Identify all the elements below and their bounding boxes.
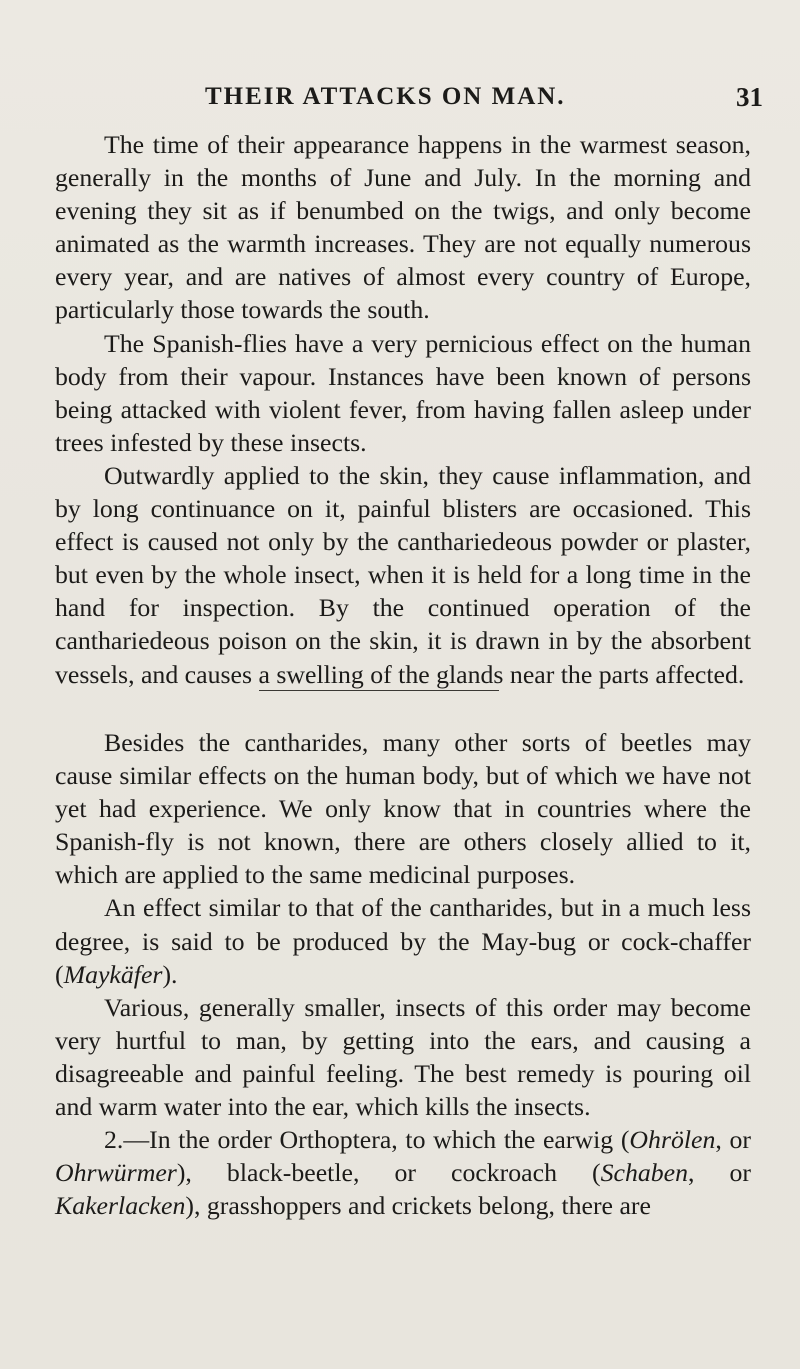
paragraph-spanish-flies-vapour: The Spanish-flies have a very pernicious effect on the human body from their vapour. Instances have been known of persons being attacked with violent fever, from having fallen asleep under trees infested by these insects. xyxy=(55,328,751,457)
running-head-title: THEIR ATTACKS ON MAN. xyxy=(205,83,566,110)
cockroach-german-term-2: Kakerlacken xyxy=(55,1191,186,1221)
orthoptera-text-mid-1: , or xyxy=(715,1125,751,1155)
paragraph-ear-insects: Various, generally smaller, insects of this order may become very hurtful to man, by getting into the ears, and causing a disagreeable and painful feeling. The best remedy is pouring oil and warm water into the ear, which kills the insects. xyxy=(55,992,751,1122)
orthoptera-text-mid-3: , or xyxy=(688,1158,751,1188)
paragraph-appearance-season: The time of their appearance happens in the warmest season, generally in the months of June and July. In the morning and evening they sit as if benumbed on the twigs, and only become animated as the warmth increases. They are not equally numerous every year, and are natives of almost every country of Europe, particularly those towards the south. xyxy=(55,130,751,325)
section-divider-rule xyxy=(259,690,499,691)
paragraph-other-beetles: Besides the cantharides, many other sorts of beetles may cause similar effects on the human body, but of which we have not yet had experience. We only know that in countries where the Spanish-fly is not known, there are others closely allied to it, which are applied to the same medicinal purposes. xyxy=(55,728,751,890)
earwig-german-term-2: Ohrwürmer xyxy=(55,1158,177,1188)
orthoptera-text-end: ), grasshoppers and crickets belong, there are xyxy=(185,1191,651,1221)
paragraph-may-bug xyxy=(55,891,751,990)
paragraph-orthoptera xyxy=(55,1123,751,1222)
may-bug-german-term: Maykäfer xyxy=(63,959,163,989)
orthoptera-text-start: 2.—In the order Orthoptera, to which the earwig ( xyxy=(104,1125,630,1155)
may-bug-text-start: An effect similar to that of the cantharides, but in a much less degree, is said to be produced by the May-bug or cock-chaffer ( xyxy=(55,893,751,989)
earwig-german-term-1: Ohrölen xyxy=(629,1125,716,1155)
page-number: 31 xyxy=(736,82,763,112)
may-bug-text-end: ). xyxy=(162,959,178,989)
orthoptera-text-mid-2: ), black-beetle, or cockroach ( xyxy=(176,1158,601,1188)
text-block-lower xyxy=(55,726,751,1222)
text-block-upper xyxy=(55,128,751,691)
running-head xyxy=(0,79,800,119)
paragraph-outward-application: Outwardly applied to the skin, they cause inflammation, and by long continuance on it, painful blisters are occasioned. This effect is caused not only by the canthariedeous powder or plaster, but even by the whole insect, when it is held for a long time in the hand for inspection. By the continued operation of the canthariedeous poison on the skin, it is drawn in by the absorbent vessels, and causes a swelling of the glands near the parts affected. xyxy=(55,460,751,689)
cockroach-german-term-1: Schaben xyxy=(600,1158,689,1188)
